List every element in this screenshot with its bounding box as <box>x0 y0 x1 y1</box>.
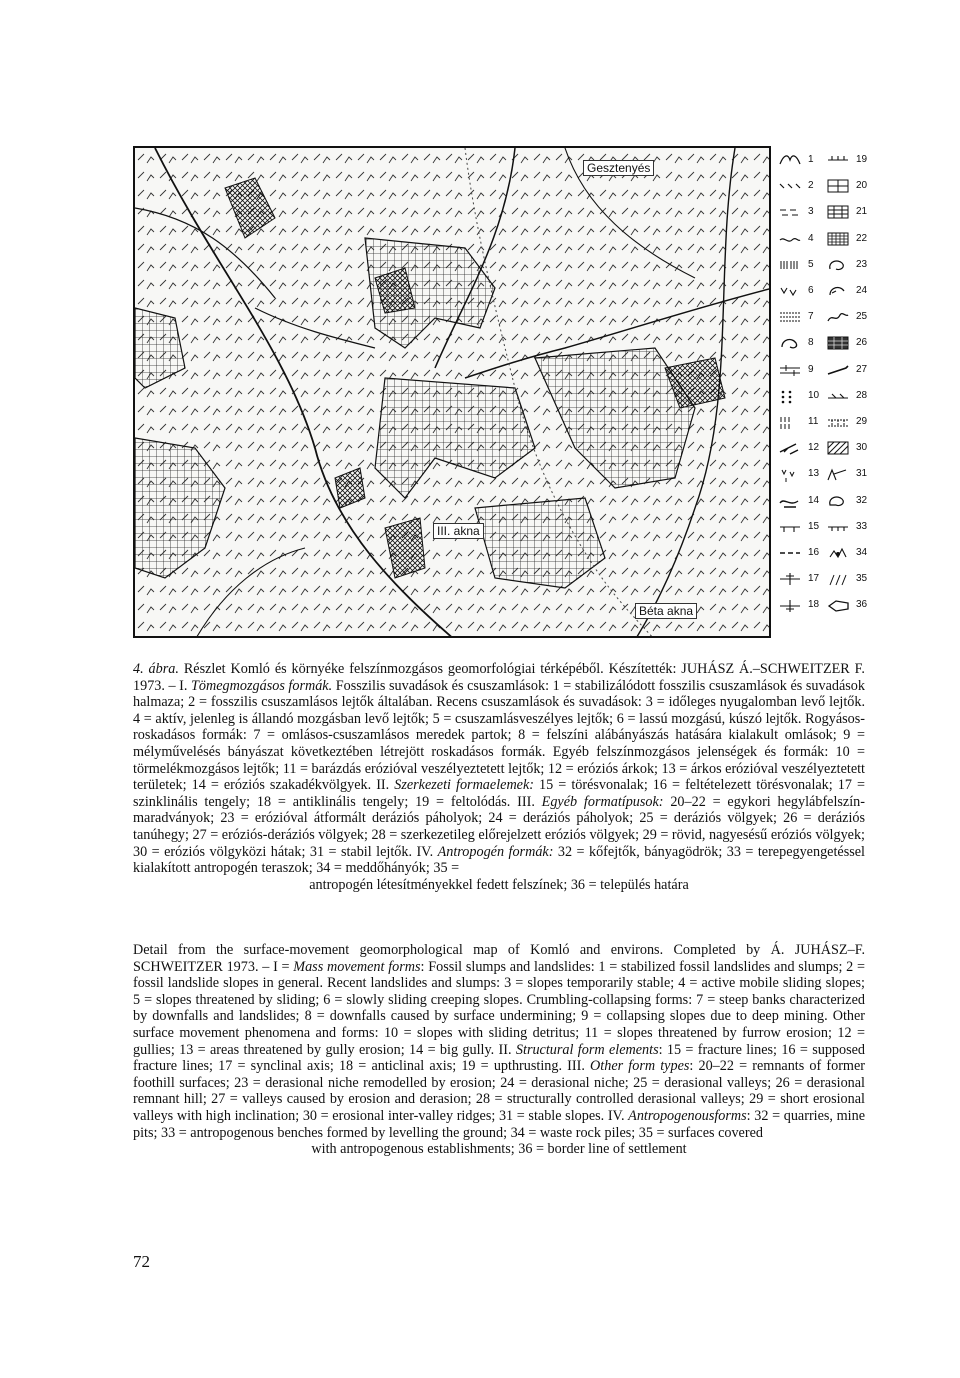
legend-number: 24 <box>856 285 868 296</box>
legend-symbol-35 <box>826 571 850 587</box>
legend-symbol-6 <box>778 283 802 299</box>
legend-item-13 <box>778 464 830 486</box>
map-label-beta-akna: Béta akna <box>635 603 697 619</box>
legend-item-29 <box>826 412 878 434</box>
legend-number: 9 <box>808 363 814 375</box>
legend-symbol-36 <box>826 597 850 613</box>
caption-hu-anthro-text: 32 = kőfejtők, bányagödrök; 33 = terepegyengetéssel kialakított antropogén teraszok; 34 = meddőhányók; 35 = <box>133 843 865 877</box>
legend-symbol-1 <box>778 152 802 168</box>
legend-number: 12 <box>808 442 820 454</box>
legend-number: 1 <box>808 154 814 165</box>
legend-number: 18 <box>808 599 820 611</box>
legend-item-21 <box>826 202 878 224</box>
legend-symbol-4 <box>778 231 802 247</box>
caption-en-other-text: : 20–22 = remnants of former foothill surfaces; 23 = derasional niche remodelled by erosion; 24 = derasional niche; 25 = derasional valleys; 26 = derasional remnant hill; 27 = valleys caused by erosion and derasion; 28 = structurally controlled derasional valleys; 29 = short erosional valleys with high inclination; 30 = erosional inter-valley ridges; 31 = stable slopes. IV. <box>133 1058 865 1124</box>
legend-symbol-23 <box>826 257 850 273</box>
legend-symbol-18 <box>778 597 802 613</box>
legend-symbol-9 <box>778 362 802 378</box>
legend-item-14 <box>778 491 830 513</box>
legend-item-11 <box>778 412 830 434</box>
legend-number: 8 <box>808 337 814 349</box>
legend-number: 14 <box>808 494 820 506</box>
legend-item-36 <box>826 595 878 617</box>
caption-hu-struct-title: Szerkezeti formaelemek: <box>394 777 535 794</box>
caption-hu-other-text: 20–22 = egykori hegylábfelszín-maradványok; 23 = erózióval átformált deráziós páholyok; 24 = deráziós páholyok; 25 = deráziós völgyek; 26 = deráziós tanúhegy; 27 = eróziós-deráziós völgyek; 28 = szerkezetileg előrejelzett eróziós völgyek; 29 = rövid, nagyesésű eróziós völgyek; 30 = eróziós völgyközi hátak; 31 = stabil lejtők. IV. <box>133 793 865 860</box>
map-drawing <box>135 148 771 638</box>
legend-number: 5 <box>808 258 814 270</box>
caption-en-anthro-text: : 32 = quarries, mine pits; 33 = antropogenous benches formed by levelling the ground; 34 = waste rock piles; 35 = surfaces covered <box>133 1107 865 1141</box>
legend-number: 6 <box>808 285 814 296</box>
legend-symbol-2 <box>778 178 802 194</box>
legend-symbol-29 <box>826 414 850 430</box>
legend-item-12 <box>778 438 830 460</box>
legend-item-28 <box>826 386 878 408</box>
caption-en-struct-text: : 15 = fracture lines; 16 = supposed fracture lines; 17 = synclinal axis; 18 = anticlinal axis; 19 = upthrusting. III. <box>133 1041 866 1075</box>
legend-number: 35 <box>856 573 868 585</box>
legend-symbol-33 <box>826 519 850 535</box>
legend-number: 13 <box>808 468 820 480</box>
legend-symbol-25 <box>826 309 850 325</box>
legend-number: 33 <box>856 520 868 532</box>
legend-symbol-17 <box>778 571 802 587</box>
legend-number: 3 <box>808 206 814 218</box>
legend-symbol-3 <box>778 204 802 220</box>
legend-symbol-21 <box>826 204 850 220</box>
legend-symbol-12 <box>778 440 802 456</box>
legend-item-3 <box>778 202 830 224</box>
legend-number: 28 <box>856 389 868 401</box>
legend-item-7 <box>778 307 830 329</box>
legend-item-6 <box>778 281 830 303</box>
legend-symbol-10 <box>778 388 802 404</box>
legend-symbol-22 <box>826 231 850 247</box>
legend-item-1 <box>778 150 830 172</box>
legend-symbol-28 <box>826 388 850 404</box>
map-legend <box>778 150 868 640</box>
legend-item-27 <box>826 360 878 382</box>
legend-symbol-15 <box>778 519 802 535</box>
caption-hu-struct-text: 15 = törésvonalak; 16 = feltételezett törésvonalak; 17 = szinklinális tengely; 18 = antiklinális tengely; 19 = feltolódás. III. <box>133 777 865 810</box>
legend-item-15 <box>778 517 830 539</box>
legend-symbol-16 <box>778 545 802 561</box>
legend-number: 19 <box>856 154 868 165</box>
legend-symbol-13 <box>778 466 802 482</box>
legend-item-18 <box>778 595 830 617</box>
legend-item-30 <box>826 438 878 460</box>
legend-number: 21 <box>856 206 868 218</box>
geomorphological-map <box>133 146 771 638</box>
caption-en-anthro-title: Antropogenousforms <box>628 1107 747 1124</box>
legend-item-26 <box>826 333 878 355</box>
legend-item-5 <box>778 255 830 277</box>
legend-number: 2 <box>808 180 814 192</box>
legend-number: 16 <box>808 547 820 558</box>
legend-number: 36 <box>856 599 868 611</box>
legend-number: 34 <box>856 547 868 558</box>
legend-item-19 <box>826 150 878 172</box>
caption-en-struct-title: Structural form elements <box>515 1041 659 1058</box>
legend-number: 7 <box>808 311 814 323</box>
legend-number: 17 <box>808 573 820 585</box>
legend-symbol-7 <box>778 309 802 325</box>
legend-item-9 <box>778 360 830 382</box>
caption-hu-lead: Részlet Komló és környéke felszínmozgásos geomorfológiai térképéből. Készítették: JUHÁSZ Á.–SCHWEITZER F. 1973. – I. <box>133 661 865 694</box>
legend-symbol-24 <box>826 283 850 299</box>
caption-english <box>133 942 865 1158</box>
legend-number: 23 <box>856 258 868 270</box>
legend-item-24 <box>826 281 878 303</box>
legend-symbol-5 <box>778 257 802 273</box>
legend-number: 20 <box>856 180 868 192</box>
legend-number: 4 <box>808 232 814 244</box>
legend-item-33 <box>826 517 878 539</box>
legend-item-25 <box>826 307 878 329</box>
legend-symbol-19 <box>826 152 850 168</box>
legend-symbol-26 <box>826 335 850 351</box>
legend-item-32 <box>826 491 878 513</box>
legend-number: 32 <box>856 494 868 506</box>
caption-en-mass-title: Mass movement forms <box>293 958 421 975</box>
legend-number: 11 <box>808 416 819 427</box>
map-label-gesztenyes: Gesztenyés <box>583 160 654 176</box>
legend-item-34 <box>826 543 878 565</box>
legend-item-16 <box>778 543 830 565</box>
legend-number: 10 <box>808 389 820 401</box>
legend-number: 26 <box>856 337 868 349</box>
legend-symbol-14 <box>778 493 802 509</box>
caption-hu-mass-title: Tömegmozgásos formák. <box>191 677 333 694</box>
legend-number: 15 <box>808 520 820 532</box>
legend-symbol-31 <box>826 466 850 482</box>
map-label-iii-akna: III. akna <box>433 523 484 539</box>
legend-item-4 <box>778 229 830 251</box>
legend-item-10 <box>778 386 830 408</box>
legend-symbol-8 <box>778 335 802 351</box>
legend-item-8 <box>778 333 830 355</box>
page-number: 72 <box>133 1252 150 1271</box>
legend-symbol-34 <box>826 545 850 561</box>
legend-number: 27 <box>856 363 868 375</box>
legend-number: 30 <box>856 442 868 454</box>
caption-hungarian <box>133 661 865 893</box>
legend-item-31 <box>826 464 878 486</box>
caption-en-mass-text: : Fossil slumps and landslides: 1 = stabilized fossil landslides and slumps; 2 = fossil landslide slopes in general. Recent landslides and slumps: 3 = slopes temporarily stable; 4 = active mobile sliding slopes; 5 = slopes threatened by sliding; 6 = slowly sliding creeping slopes. Crumbling-collapsing forms: 7 = steep banks characterized by downfalls and landslides; 8 = downfalls caused by surface undermining; 9 = collapsing slopes due to deep mining. Other surface movement phenomena and forms: 10 = slopes with sliding detritus; 11 = slopes threatened by furrow erosion; 12 = gullies; 13 = areas threatened by gully erosion; 14 = big gully. II. <box>133 958 865 1058</box>
legend-number: 25 <box>856 311 868 323</box>
legend-symbol-20 <box>826 178 850 194</box>
caption-hu-other-title: Egyéb formatípusok: <box>541 793 664 810</box>
legend-symbol-30 <box>826 440 850 456</box>
caption-en-last-line: with antropogenous establishments; 36 = border line of settlement <box>311 1141 687 1158</box>
legend-number: 29 <box>856 416 868 427</box>
legend-symbol-27 <box>826 362 850 378</box>
caption-hu-mass-text: Fosszilis suvadások és csuszamlások: 1 = stabilizálódott fosszilis csuszamlások és suvadások halmaza; 2 = fosszilis csuszamlásos lejtők általában. Recens csuszamlások és suvadások: 3 = időleges nyugalomban levő lejtők. 4 = aktív, jelenleg is állandó mozgásban levő lejtők; 5 = csuszamlásveszélyes lejtők; 6 = lassú mozgású, kúszó lejtők. Rogyásos-roskadásos formák: 7 = omlásos-csuszamlásos meredek partok; 8 = felszíni alábányászás hatására kialakult omlások; 9 = mélyművelésés bányászat következtében létrejött roskadásos formák. Egyéb felszínmozgásos jelenségek és formák: 10 = törmelékmozgásos lejtők; 11 = barázdás erózióval veszélyeztetett lejtők; 12 = eróziós árkok; 13 = árkos erózióval veszélyeztetett területek; 14 = eróziós szakadékvölgyek. II. <box>133 677 865 794</box>
legend-item-23 <box>826 255 878 277</box>
legend-item-2 <box>778 176 830 198</box>
caption-hu-anthro-title: Antropogén formák: <box>437 843 554 860</box>
legend-number: 22 <box>856 232 868 244</box>
figure-label: 4. ábra. <box>133 661 179 677</box>
caption-hu-last-line: antropogén létesítményekkel fedett felszínek; 36 = település határa <box>309 876 689 893</box>
legend-symbol-11 <box>778 414 802 430</box>
legend-item-17 <box>778 569 830 591</box>
caption-en-lead: Detail from the surface-movement geomorphological map of Komló and environs. Completed by Á. JUHÁSZ–F. SCHWEITZER 1973. – I = <box>133 942 865 975</box>
legend-item-22 <box>826 229 878 251</box>
legend-item-20 <box>826 176 878 198</box>
caption-en-other-title: Other form types <box>590 1058 690 1075</box>
legend-number: 31 <box>856 468 868 480</box>
legend-symbol-32 <box>826 493 850 509</box>
legend-item-35 <box>826 569 878 591</box>
